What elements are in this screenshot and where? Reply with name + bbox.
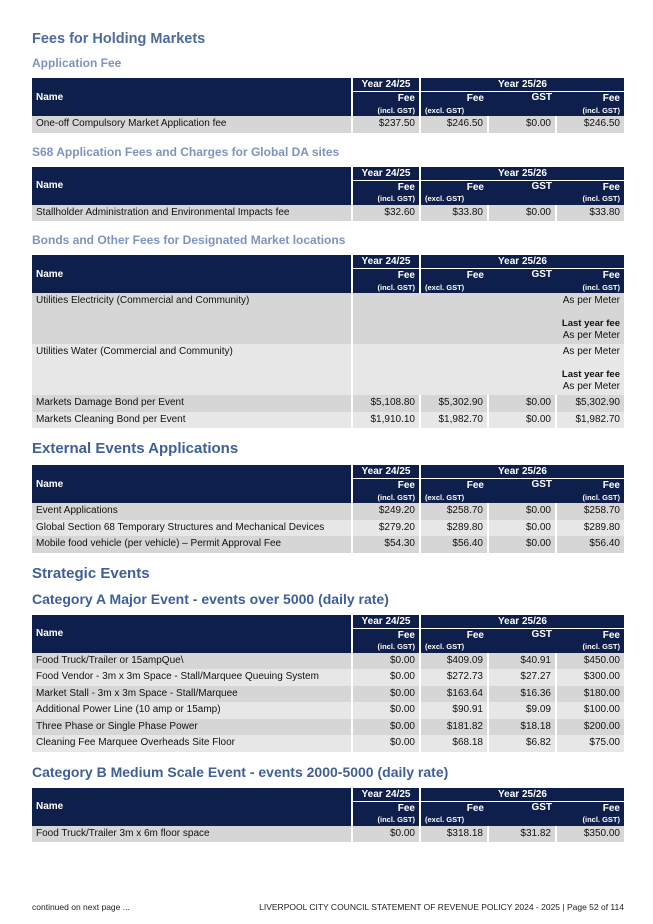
fee-table-external (32, 465, 624, 553)
row-name: Utilities Water (Commercial and Community) (32, 344, 352, 395)
table-row (32, 520, 624, 537)
row-gst: $0.00 (488, 503, 556, 520)
category-title-b: Category B Medium Scale Event - events 2000-5000 (daily rate) (32, 763, 449, 780)
column-header-fee-prev: Fee (352, 479, 420, 492)
row-fee-incl: $350.00 (556, 826, 624, 843)
row-name: Three Phase or Single Phase Power (32, 719, 352, 736)
table-row (32, 826, 624, 843)
row-fee-incl: $200.00 (556, 719, 624, 736)
row-fee-incl: $258.70 (556, 503, 624, 520)
fee-table-category-a (32, 615, 624, 752)
column-header-year-cur: Year 25/26 (420, 167, 624, 181)
row-fee-incl: $180.00 (556, 686, 624, 703)
row-fee-note-line3: As per Meter (562, 330, 620, 341)
fee-table-bonds (32, 255, 624, 428)
column-header-incl-cur: (incl. GST) (556, 193, 624, 205)
column-header-fee-incl: Fee (556, 92, 624, 105)
row-name: Food Truck/Trailer or 15ampQue\ (32, 653, 352, 670)
column-header-incl-cur: (incl. GST) (556, 814, 624, 826)
row-gst: $27.27 (488, 669, 556, 686)
column-header-year-prev: Year 24/25 (352, 255, 420, 269)
column-header-fee-incl: Fee (556, 180, 624, 193)
column-header-gst: GST (488, 269, 556, 294)
column-header-fee-incl: Fee (556, 628, 624, 641)
row-fee-excl: $272.73 (420, 669, 488, 686)
column-header-incl-cur: (incl. GST) (556, 491, 624, 503)
row-gst: $0.00 (488, 395, 556, 412)
row-fee-excl: $318.18 (420, 826, 488, 843)
row-name: Market Stall - 3m x 3m Space - Stall/Marquee (32, 686, 352, 703)
row-fee-prev: $0.00 (352, 702, 420, 719)
table-row (32, 536, 624, 553)
column-header-fee-excl: Fee (420, 269, 488, 282)
column-header-fee-incl: Fee (556, 801, 624, 814)
column-header-year-cur: Year 25/26 (420, 255, 624, 269)
table-row (32, 293, 624, 344)
column-header-excl: (excl. GST) (420, 814, 488, 826)
column-header-fee-excl: Fee (420, 92, 488, 105)
section-title-external-events: External Events Applications (32, 440, 239, 457)
row-fee-excl: $68.18 (420, 735, 488, 752)
section-title-holding-markets: Fees for Holding Markets (32, 31, 206, 47)
row-gst: $16.36 (488, 686, 556, 703)
column-header-excl: (excl. GST) (420, 641, 488, 653)
table-row (32, 344, 624, 395)
column-header-incl-cur: (incl. GST) (556, 104, 624, 116)
column-header-fee-excl: Fee (420, 628, 488, 641)
footer-page-info: LIVERPOOL CITY COUNCIL STATEMENT OF REVENUE POLICY 2024 - 2025 | Page 52 of 114 (259, 902, 624, 912)
column-header-incl-prev: (incl. GST) (352, 491, 420, 503)
row-fee-incl: $5,302.90 (556, 395, 624, 412)
row-fee-prev: $5,108.80 (352, 395, 420, 412)
row-fee-note-line1: As per Meter (562, 295, 620, 306)
category-title-a: Category A Major Event - events over 5000 (daily rate) (32, 590, 389, 607)
row-fee-excl: $90.91 (420, 702, 488, 719)
row-fee-prev: $1,910.10 (352, 412, 420, 429)
row-fee-excl: $409.09 (420, 653, 488, 670)
row-fee-incl: $450.00 (556, 653, 624, 670)
row-fee-incl: $100.00 (556, 702, 624, 719)
row-name: Event Applications (32, 503, 352, 520)
column-header-name: Name (32, 167, 352, 205)
row-fee-excl: $181.82 (420, 719, 488, 736)
column-header-excl: (excl. GST) (420, 281, 488, 293)
column-header-year-prev: Year 24/25 (352, 788, 420, 802)
column-header-name: Name (32, 788, 352, 826)
column-header-gst: GST (488, 92, 556, 117)
subsection-title-bonds: Bonds and Other Fees for Designated Market locations (32, 233, 346, 247)
row-fee-note (352, 293, 624, 344)
column-header-gst: GST (488, 801, 556, 826)
column-header-fee-prev: Fee (352, 92, 420, 105)
row-fee-prev: $32.60 (352, 205, 420, 222)
column-header-name: Name (32, 78, 352, 116)
column-header-fee-prev: Fee (352, 628, 420, 641)
column-header-name: Name (32, 615, 352, 653)
column-header-incl-cur: (incl. GST) (556, 641, 624, 653)
column-header-fee-prev: Fee (352, 801, 420, 814)
row-gst: $0.00 (488, 520, 556, 537)
column-header-gst: GST (488, 628, 556, 653)
row-fee-prev: $279.20 (352, 520, 420, 537)
column-header-year-prev: Year 24/25 (352, 615, 420, 629)
row-gst: $0.00 (488, 412, 556, 429)
column-header-excl: (excl. GST) (420, 193, 488, 205)
row-fee-note-line2: Last year fee (561, 318, 620, 329)
row-gst: $0.00 (488, 116, 556, 133)
row-gst: $18.18 (488, 719, 556, 736)
column-header-year-prev: Year 24/25 (352, 167, 420, 181)
table-row (32, 412, 624, 429)
column-header-fee-prev: Fee (352, 269, 420, 282)
row-fee-prev: $0.00 (352, 669, 420, 686)
row-fee-prev: $0.00 (352, 686, 420, 703)
row-gst: $31.82 (488, 826, 556, 843)
row-fee-prev: $237.50 (352, 116, 420, 133)
row-name: Markets Cleaning Bond per Event (32, 412, 352, 429)
row-fee-prev: $0.00 (352, 735, 420, 752)
column-header-incl-prev: (incl. GST) (352, 104, 420, 116)
column-header-incl-cur: (incl. GST) (556, 281, 624, 293)
column-header-year-prev: Year 24/25 (352, 78, 420, 92)
subsection-title-s68: S68 Application Fees and Charges for Global DA sites (32, 144, 340, 159)
row-fee-excl: $56.40 (420, 536, 488, 553)
row-name: Mobile food vehicle (per vehicle) – Permit Approval Fee (32, 536, 352, 553)
row-name: Cleaning Fee Marquee Overheads Site Floor (32, 735, 352, 752)
column-header-fee-excl: Fee (420, 801, 488, 814)
column-header-year-prev: Year 24/25 (352, 465, 420, 479)
column-header-year-cur: Year 25/26 (420, 465, 624, 479)
row-fee-incl: $1,982.70 (556, 412, 624, 429)
row-fee-note-line3: As per Meter (562, 381, 620, 392)
column-header-fee-excl: Fee (420, 479, 488, 492)
subsection-title-application-fee: Application Fee (32, 56, 122, 70)
section-title-strategic-events: Strategic Events (32, 564, 150, 582)
row-fee-excl: $1,982.70 (420, 412, 488, 429)
row-fee-prev: $0.00 (352, 653, 420, 670)
row-fee-note-line1: As per Meter (562, 346, 620, 357)
row-fee-prev: $0.00 (352, 719, 420, 736)
row-fee-prev: $54.30 (352, 536, 420, 553)
row-fee-prev: $249.20 (352, 503, 420, 520)
row-name: Stallholder Administration and Environmental Impacts fee (32, 205, 352, 222)
page (32, 30, 624, 853)
column-header-fee-incl: Fee (556, 269, 624, 282)
row-fee-excl: $5,302.90 (420, 395, 488, 412)
table-row (32, 735, 624, 752)
column-header-incl-prev: (incl. GST) (352, 641, 420, 653)
column-header-incl-prev: (incl. GST) (352, 193, 420, 205)
row-fee-note-line2: Last year fee (561, 369, 620, 380)
row-fee-incl: $75.00 (556, 735, 624, 752)
row-fee-incl: $56.40 (556, 536, 624, 553)
row-name: Global Section 68 Temporary Structures and Mechanical Devices (32, 520, 352, 537)
row-fee-incl: $246.50 (556, 116, 624, 133)
table-row (32, 205, 624, 222)
row-gst: $40.91 (488, 653, 556, 670)
row-gst: $9.09 (488, 702, 556, 719)
table-row (32, 686, 624, 703)
table-row (32, 669, 624, 686)
row-fee-incl: $33.80 (556, 205, 624, 222)
column-header-gst: GST (488, 180, 556, 205)
row-name: Utilities Electricity (Commercial and Community) (32, 293, 352, 344)
row-name: Food Truck/Trailer 3m x 6m floor space (32, 826, 352, 843)
row-gst: $6.82 (488, 735, 556, 752)
row-fee-prev: $0.00 (352, 826, 420, 843)
column-header-incl-prev: (incl. GST) (352, 281, 420, 293)
fee-table-category-b (32, 788, 624, 843)
column-header-excl: (excl. GST) (420, 491, 488, 503)
column-header-year-cur: Year 25/26 (420, 615, 624, 629)
row-fee-incl: $289.80 (556, 520, 624, 537)
column-header-fee-incl: Fee (556, 479, 624, 492)
continued-note: continued on next page ... (32, 902, 130, 912)
column-header-incl-prev: (incl. GST) (352, 814, 420, 826)
column-header-year-cur: Year 25/26 (420, 78, 624, 92)
column-header-name: Name (32, 255, 352, 293)
row-fee-excl: $33.80 (420, 205, 488, 222)
table-row (32, 116, 624, 133)
row-gst: $0.00 (488, 536, 556, 553)
column-header-name: Name (32, 465, 352, 503)
row-name: One-off Compulsory Market Application fee (32, 116, 352, 133)
column-header-fee-excl: Fee (420, 180, 488, 193)
fee-table-application (32, 78, 624, 133)
row-fee-incl: $300.00 (556, 669, 624, 686)
row-fee-excl: $289.80 (420, 520, 488, 537)
table-row (32, 653, 624, 670)
table-row (32, 503, 624, 520)
table-row (32, 719, 624, 736)
fee-table-s68 (32, 167, 624, 222)
column-header-fee-prev: Fee (352, 180, 420, 193)
row-fee-note (352, 344, 624, 395)
row-gst: $0.00 (488, 205, 556, 222)
column-header-gst: GST (488, 479, 556, 504)
table-row (32, 395, 624, 412)
column-header-year-cur: Year 25/26 (420, 788, 624, 802)
row-fee-excl: $246.50 (420, 116, 488, 133)
row-fee-excl: $258.70 (420, 503, 488, 520)
row-name: Additional Power Line (10 amp or 15amp) (32, 702, 352, 719)
row-name: Markets Damage Bond per Event (32, 395, 352, 412)
row-fee-excl: $163.64 (420, 686, 488, 703)
column-header-excl: (excl. GST) (420, 104, 488, 116)
table-row (32, 702, 624, 719)
row-name: Food Vendor - 3m x 3m Space - Stall/Marquee Queuing System (32, 669, 352, 686)
